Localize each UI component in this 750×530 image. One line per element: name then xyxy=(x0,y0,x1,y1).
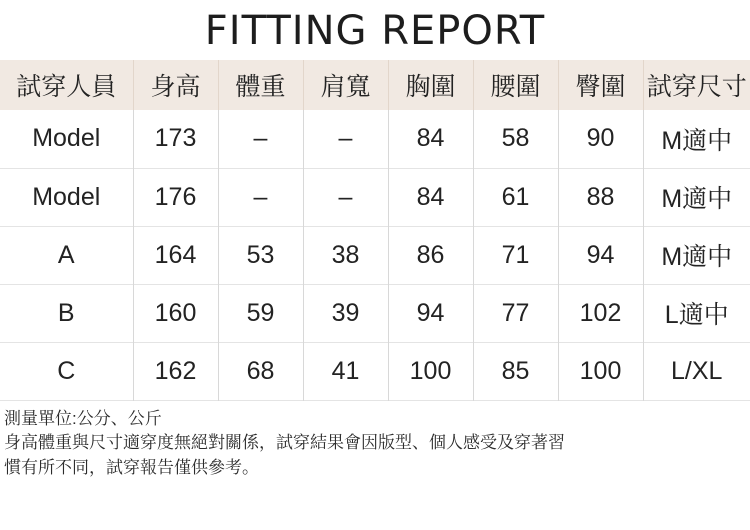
cell-tester: B xyxy=(0,284,133,342)
table-row xyxy=(0,342,750,400)
table-row xyxy=(0,168,750,226)
column-header-waist: 腰圍 xyxy=(473,60,558,110)
cell-bust: 84 xyxy=(388,168,473,226)
table-header xyxy=(0,60,750,110)
cell-tester: A xyxy=(0,226,133,284)
cell-height: 164 xyxy=(133,226,218,284)
cell-bust: 86 xyxy=(388,226,473,284)
cell-waist: 77 xyxy=(473,284,558,342)
cell-height: 162 xyxy=(133,342,218,400)
cell-shoulder: – xyxy=(303,110,388,168)
cell-weight: 68 xyxy=(218,342,303,400)
column-header-weight: 體重 xyxy=(218,60,303,110)
cell-height: 176 xyxy=(133,168,218,226)
footnote-disclaimer-line1: 身高體重與尺寸適穿度無絕對關係，試穿結果會因版型、個人感受及穿著習 xyxy=(4,433,565,453)
cell-size: L適中 xyxy=(664,301,729,329)
table-header-row xyxy=(0,60,750,110)
cell-hip: 102 xyxy=(558,284,643,342)
cell-shoulder: 41 xyxy=(303,342,388,400)
cell-hip: 90 xyxy=(558,110,643,168)
cell-hip: 94 xyxy=(558,226,643,284)
column-header-size: 試穿尺寸 xyxy=(646,73,747,101)
cell-hip: 100 xyxy=(558,342,643,400)
table-row xyxy=(0,110,750,168)
cell-weight: 59 xyxy=(218,284,303,342)
cell-weight: – xyxy=(218,110,303,168)
cell-bust: 100 xyxy=(388,342,473,400)
cell-weight: 53 xyxy=(218,226,303,284)
footnotes xyxy=(0,401,750,481)
cell-shoulder: 39 xyxy=(303,284,388,342)
cell-waist: 71 xyxy=(473,226,558,284)
cell-weight: – xyxy=(218,168,303,226)
cell-waist: 85 xyxy=(473,342,558,400)
column-header-shoulder: 肩寬 xyxy=(303,60,388,110)
column-header-hip: 臀圍 xyxy=(558,60,643,110)
table-row xyxy=(0,284,750,342)
footnote-units: 測量單位:公分、公斤 xyxy=(4,408,162,428)
fitting-report-table xyxy=(0,60,750,401)
cell-size: L/XL xyxy=(671,356,723,385)
column-header-bust: 胸圍 xyxy=(388,60,473,110)
cell-hip: 88 xyxy=(558,168,643,226)
cell-height: 160 xyxy=(133,284,218,342)
footnote-disclaimer-line2: 慣有所不同，試穿報告僅供參考。 xyxy=(4,457,259,477)
cell-waist: 61 xyxy=(473,168,558,226)
table-row xyxy=(0,226,750,284)
cell-tester: C xyxy=(0,342,133,400)
column-header-height: 身高 xyxy=(133,60,218,110)
cell-bust: 94 xyxy=(388,284,473,342)
cell-tester: Model xyxy=(0,168,133,226)
cell-bust: 84 xyxy=(388,110,473,168)
cell-shoulder: – xyxy=(303,168,388,226)
page-title: FITTING REPORT xyxy=(204,8,546,54)
column-header-tester: 試穿人員 xyxy=(0,60,133,110)
cell-size: M適中 xyxy=(661,185,733,213)
cell-waist: 58 xyxy=(473,110,558,168)
cell-size: M適中 xyxy=(661,126,733,155)
cell-shoulder: 38 xyxy=(303,226,388,284)
table-body xyxy=(0,110,750,400)
cell-tester: Model xyxy=(0,110,133,168)
cell-size: M適中 xyxy=(661,243,733,271)
cell-height: 173 xyxy=(133,110,218,168)
